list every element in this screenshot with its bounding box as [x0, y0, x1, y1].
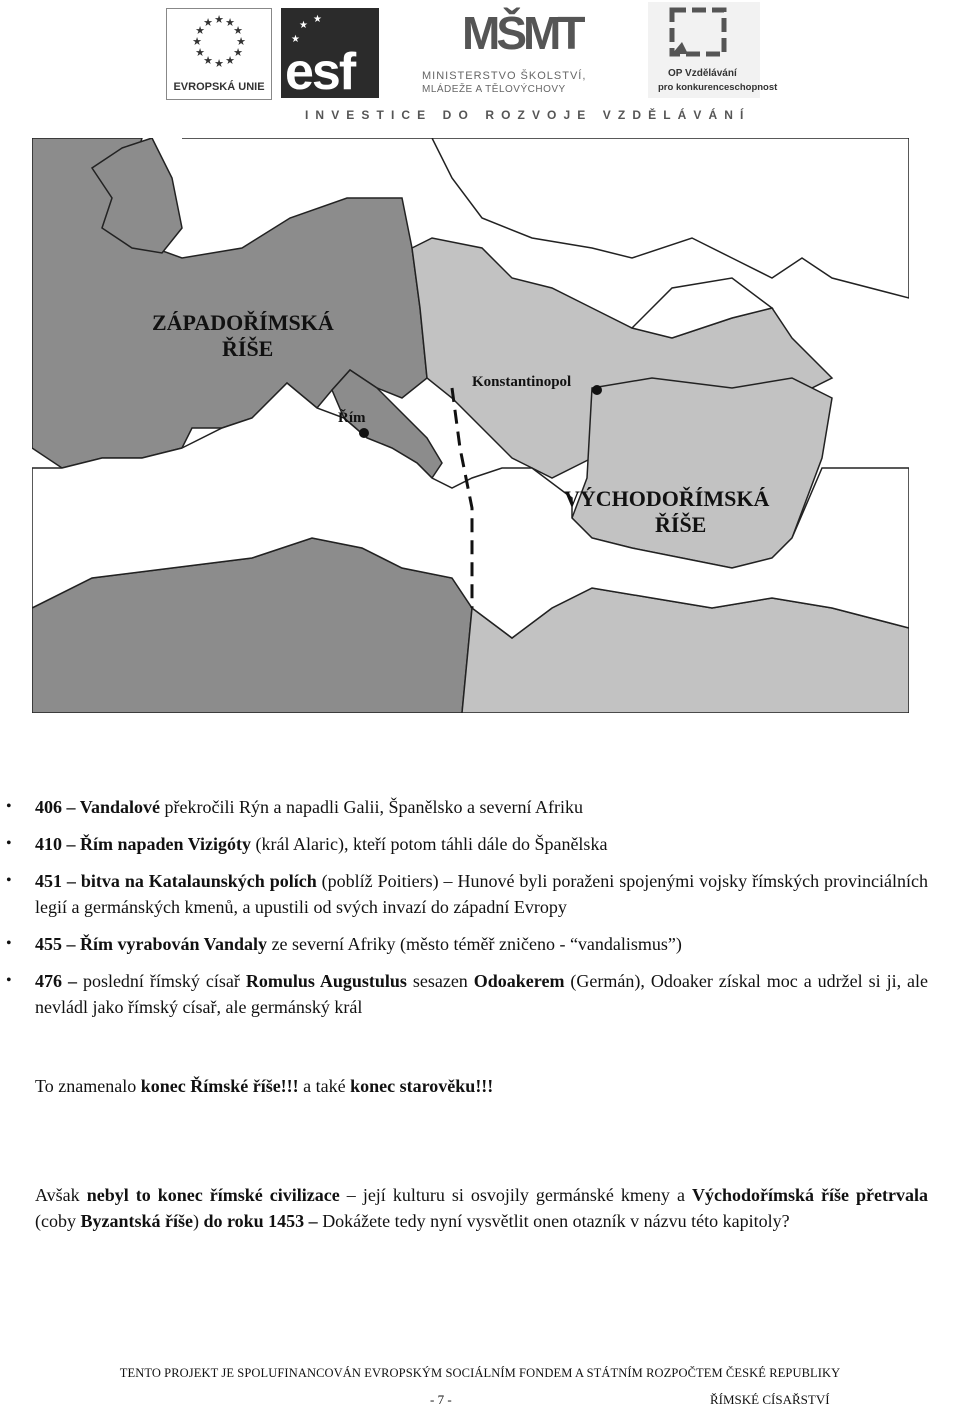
svg-text:★: ★: [192, 35, 202, 48]
header-logos: [0, 0, 960, 130]
summary2-part: ): [192, 1211, 204, 1231]
event-item: [0, 931, 960, 957]
event-dash: –: [62, 797, 80, 817]
event-year: 476: [35, 971, 62, 991]
svg-text:★: ★: [233, 24, 243, 37]
event-part: Romulus Augustulus: [245, 971, 407, 991]
summary2-part: Avšak: [35, 1185, 87, 1205]
esf-logo: [281, 8, 379, 101]
svg-text:★: ★: [214, 57, 224, 70]
event-year: 406: [35, 797, 62, 817]
ministry-line1: MINISTERSTVO ŠKOLSTVÍ,: [422, 70, 587, 82]
eu-logo: [166, 8, 272, 100]
event-part: (král Alaric), kteří potom táhli dále do Španělska: [251, 834, 608, 854]
bullet-icon: •: [6, 798, 12, 815]
event-part: Odoakerem: [473, 971, 565, 991]
summary-end-of-empire: [35, 1073, 493, 1099]
op-line2: pro konkurenceschopnost: [658, 82, 778, 93]
event-year: 410: [35, 834, 62, 854]
west-label-line2: ŘÍŠE: [222, 336, 274, 361]
event-year: 451: [35, 871, 62, 891]
msmt-logo-text: MŠMT: [462, 7, 582, 59]
bullet-icon: •: [6, 935, 12, 952]
svg-text:★: ★: [214, 13, 224, 26]
svg-text:★: ★: [195, 46, 205, 59]
event-dash: –: [62, 934, 80, 954]
summary1-part: konec Římské říše!!!: [140, 1076, 299, 1096]
event-item: [0, 831, 960, 857]
summary2-part: nebyl to konec římské civilizace: [86, 1185, 340, 1205]
west-label-line1: ZÁPADOŘÍMSKÁ: [152, 310, 334, 335]
summary2-part: Byzantská říše: [80, 1211, 193, 1231]
summary2-part: Východořímská říše přetrvala: [691, 1185, 928, 1205]
constantinople-dot: [592, 385, 602, 395]
summary-continuation: [35, 1182, 928, 1234]
page-number: - 7 -: [430, 1392, 452, 1407]
event-dash: –: [62, 871, 81, 891]
summary2-part: – její kulturu si osvojily germánské kmeny a: [339, 1185, 692, 1205]
summary1-part: konec starověku!!!: [350, 1076, 494, 1096]
bullet-icon: •: [6, 872, 12, 889]
svg-text:★: ★: [203, 16, 213, 29]
msmt-logo: [420, 6, 610, 98]
ministry-line2: MLÁDEŽE A TĚLOVÝCHOVY: [422, 84, 566, 95]
chapter-title: ŘÍMSKÉ CÍSAŘSTVÍ: [710, 1392, 830, 1407]
event-part: poslední římský císař: [82, 971, 246, 991]
bullet-icon: •: [6, 972, 12, 989]
op-arrows-icon: [648, 2, 760, 66]
svg-text:★: ★: [225, 16, 235, 29]
svg-text:★: ★: [299, 20, 308, 31]
east-label-line2: ŘÍŠE: [655, 512, 707, 537]
event-part: Řím vyrabován Vandaly: [80, 934, 268, 954]
svg-text:★: ★: [236, 35, 246, 48]
summary2-part: (coby: [35, 1211, 81, 1231]
event-part: sesazen: [406, 971, 474, 991]
map-drawing: [32, 138, 909, 713]
event-year: 455: [35, 934, 62, 954]
event-item: [0, 794, 960, 820]
summary2-part: Dokážete tedy nyní vysvětlit onen otazník v názvu této kapitoly?: [317, 1211, 790, 1231]
event-part: (Germán), Odoaker získal moc a udržel si ji, ale nevládl jako římský císař, ale germánský král: [35, 971, 929, 1017]
svg-text:★: ★: [233, 46, 243, 59]
event-dash: –: [62, 971, 83, 991]
op-logo: [648, 2, 778, 98]
east-label-line1: VÝCHODOŘÍMSKÁ: [564, 486, 770, 511]
summary1-part: a také: [298, 1076, 351, 1096]
events-list: [0, 794, 960, 1031]
constantinople-label: Konstantinopol: [472, 374, 572, 390]
svg-text:★: ★: [313, 14, 322, 25]
rome-dot: [359, 428, 369, 438]
tagline: INVESTICE DO ROZVOJE VZDĚLÁVÁNÍ: [305, 108, 751, 122]
esf-label: esf: [285, 43, 355, 101]
summary2-part: do roku 1453 –: [203, 1211, 318, 1231]
eu-label: EVROPSKÁ UNIE: [173, 81, 265, 93]
event-item: [0, 868, 960, 920]
svg-text:★: ★: [225, 54, 235, 67]
svg-text:★: ★: [291, 34, 300, 45]
event-part: ze severní Afriky (město téměř zničeno - “vandalismus”): [267, 934, 682, 954]
summary1-part: To znamenalo: [35, 1076, 141, 1096]
bullet-icon: •: [6, 835, 12, 852]
event-part: Vandalové: [79, 797, 161, 817]
rome-label: Řím: [338, 410, 366, 426]
event-item: [0, 968, 960, 1020]
event-part: bitva na Katalaunských polích: [80, 871, 317, 891]
event-dash: –: [62, 834, 80, 854]
footer-text: TENTO PROJEKT JE SPOLUFINANCOVÁN EVROPSKÝM SOCIÁLNÍM FONDEM A STÁTNÍM ROZPOČTEM ČESKÉ REPUBLIKY: [119, 1366, 841, 1380]
svg-text:★: ★: [195, 24, 205, 37]
event-part: (poblíž Poitiers) – Hunové byli poraženi spojenými vojsky římských provinciálních legií a germánských kmenů, a upustili od svých invazí do západní Evropy: [35, 871, 928, 917]
op-line1: OP Vzdělávání: [668, 68, 737, 79]
eu-stars-icon: [167, 9, 271, 77]
svg-text:★: ★: [203, 54, 213, 67]
event-part: Řím napaden Vizigóty: [80, 834, 252, 854]
event-part: překročili Rýn a napadli Galii, Španělsko a severní Afriku: [160, 797, 583, 817]
roman-empire-map: [32, 138, 909, 713]
